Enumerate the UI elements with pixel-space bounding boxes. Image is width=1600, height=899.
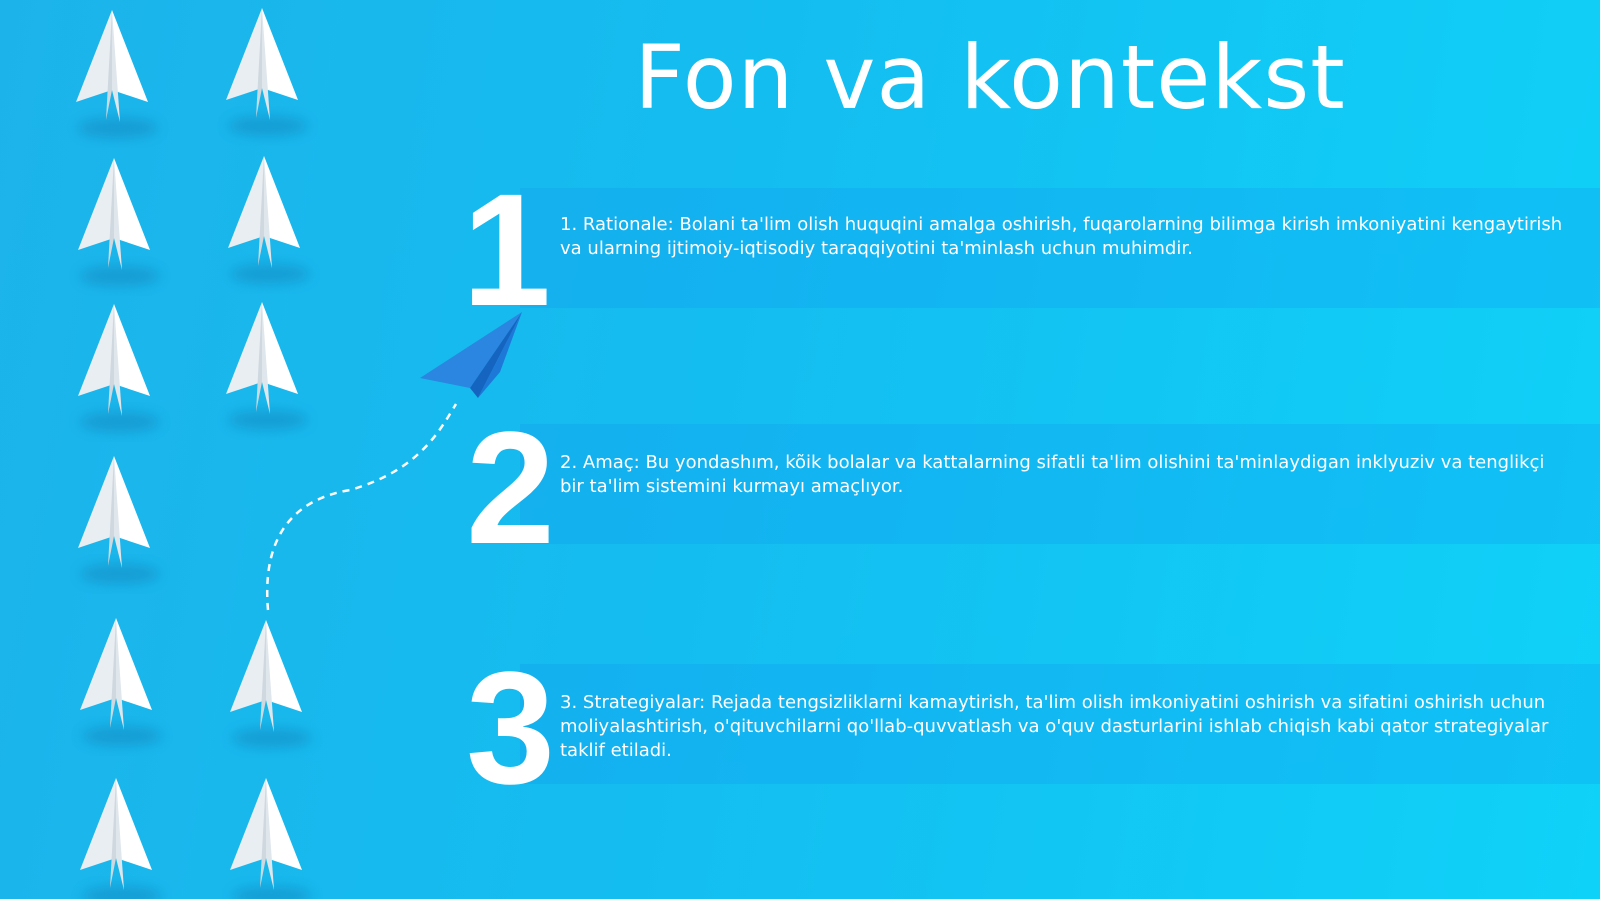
item-text-strategies: 3. Strategiyalar: Rejada tengsizliklarni kamaytirish, ta'lim olish imkoniyatini oshirish va sifatini oshirish uchun moliyalashtirish, o'qituvchilarni qo'llab-quvvatlash va o'quv dasturlarini ishlab chiqish kabi qator strategiyalar taklif etiladi. <box>560 692 1549 761</box>
item-number: 1 <box>462 160 551 339</box>
item-text-goal: 2. Amaç: Bu yondashım, kõik bolalar va kattalarning sifatli ta'lim olishini ta'minlaydigan inklyuziv va tenglikçi bir ta'lim sistemini kurmayı amaçlıyor. <box>560 452 1545 497</box>
item-number: 3 <box>466 638 555 817</box>
paper-plane-icon <box>80 618 162 746</box>
paper-plane-icon <box>76 10 158 138</box>
paper-plane-icon <box>78 456 160 584</box>
paper-plane-icon <box>78 158 160 286</box>
slide-title: Fon va kontekst <box>634 26 1346 129</box>
paper-plane-icon <box>226 302 308 430</box>
paper-plane-icon <box>78 304 160 432</box>
paper-plane-icon <box>230 778 312 899</box>
paper-plane-icon <box>80 778 162 899</box>
item-text-rationale: 1. Rationale: Bolani ta'lim olish huquqini amalga oshirish, fuqarolarning bilimga kirish imkoniyatini kengaytirish va ularning ijtimoiy-iqtisodiy taraqqiyotini ta'minlash uchun muhimdir. <box>560 214 1563 259</box>
paper-plane-icon <box>228 156 310 284</box>
paper-plane-icon <box>230 620 312 748</box>
dashed-flight-path <box>267 404 456 610</box>
paper-plane-icon <box>226 8 308 136</box>
item-number: 2 <box>466 398 555 577</box>
